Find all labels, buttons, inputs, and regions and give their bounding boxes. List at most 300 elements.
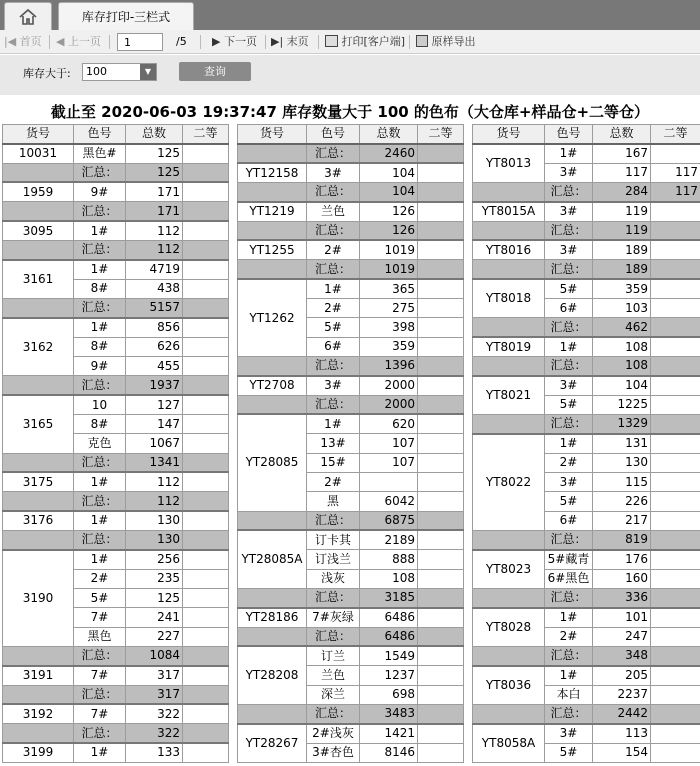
total-qty: 127 <box>126 395 183 414</box>
total-qty: 1237 <box>360 666 418 685</box>
total-qty: 147 <box>126 414 183 433</box>
second-grade-qty <box>418 279 464 298</box>
total-qty: 171 <box>126 182 183 201</box>
summary-second-grade <box>418 395 464 414</box>
summary-second-grade <box>183 163 229 182</box>
summary-total: 1341 <box>126 453 183 472</box>
table-row <box>473 608 700 627</box>
second-grade-qty <box>651 627 700 646</box>
second-grade-qty <box>418 318 464 337</box>
item-code: YT28186 <box>238 608 307 627</box>
color-code: 1# <box>74 221 126 240</box>
toolbar <box>0 30 700 54</box>
total-qty: 1225 <box>593 395 651 414</box>
second-grade-qty <box>183 550 229 569</box>
header-row <box>3 125 229 144</box>
total-qty <box>360 472 418 491</box>
summary-total: 317 <box>126 685 183 704</box>
item-code: YT8058A <box>473 724 545 763</box>
color-code: 8# <box>74 414 126 433</box>
total-qty: 126 <box>360 202 418 221</box>
second-grade-qty <box>418 202 464 221</box>
total-qty: 2237 <box>593 685 651 704</box>
summary-row <box>238 260 464 279</box>
total-qty: 2000 <box>360 376 418 395</box>
color-code: 6# <box>545 298 593 317</box>
color-code: 3# <box>545 472 593 491</box>
table-row <box>473 144 700 163</box>
summary-total: 1084 <box>126 646 183 665</box>
first-page-button[interactable] <box>4 34 42 50</box>
color-code: 5# <box>307 318 360 337</box>
item-code: YT2708 <box>238 376 307 395</box>
color-code: 深兰 <box>307 685 360 704</box>
total-qty: 455 <box>126 356 183 375</box>
item-code: 3176 <box>3 511 74 530</box>
total-qty: 125 <box>126 144 183 163</box>
item-code: 3175 <box>3 472 74 491</box>
summary-label: 汇总： <box>307 395 360 414</box>
item-code: 3192 <box>3 704 74 723</box>
summary-label: 汇总： <box>545 182 593 201</box>
header-row <box>238 125 464 144</box>
summary-second-grade <box>183 453 229 472</box>
total-qty: 247 <box>593 627 651 646</box>
summary-row <box>238 511 464 530</box>
total-qty: 1549 <box>360 646 418 665</box>
summary-row <box>238 356 464 375</box>
color-code: 5# <box>545 279 593 298</box>
summary-total: 3483 <box>360 704 418 723</box>
print-icon <box>325 35 338 47</box>
summary-second-grade <box>651 588 700 607</box>
color-code: 6#黑色 <box>545 569 593 588</box>
total-qty: 226 <box>593 492 651 511</box>
divider <box>318 35 319 49</box>
second-grade-qty <box>651 376 700 395</box>
second-grade-qty <box>183 356 229 375</box>
summary-row <box>238 395 464 414</box>
summary-total: 108 <box>593 356 651 375</box>
report-title: 截止至 2020-06-03 19:37:47 库存数量大于 100 的色布（大仓库+样品仓+二等仓） <box>50 103 650 121</box>
total-qty: 119 <box>593 202 651 221</box>
table-row <box>238 646 464 665</box>
item-code: YT28267 <box>238 724 307 763</box>
total-qty: 365 <box>360 279 418 298</box>
summary-second-grade <box>651 530 700 549</box>
divider <box>409 35 410 49</box>
item-code: YT1262 <box>238 279 307 356</box>
item-code: YT8013 <box>473 144 545 183</box>
second-grade-qty <box>651 666 700 685</box>
table-row <box>238 163 464 182</box>
second-grade-qty <box>183 144 229 163</box>
second-grade-qty <box>183 472 229 491</box>
summary-spacer <box>3 530 74 549</box>
total-qty: 108 <box>360 569 418 588</box>
item-code: 3162 <box>3 318 74 376</box>
total-qty: 275 <box>360 298 418 317</box>
prev-page-icon: ◀ <box>56 35 65 48</box>
item-code: YT8022 <box>473 434 545 531</box>
color-code: 7# <box>74 666 126 685</box>
first-page-label: 首页 <box>19 35 42 48</box>
item-code: 3191 <box>3 666 74 685</box>
second-grade-qty <box>183 627 229 646</box>
print-button[interactable] <box>325 34 405 50</box>
total-qty: 626 <box>126 337 183 356</box>
summary-row <box>3 724 229 743</box>
color-code: 8# <box>74 337 126 356</box>
stock-threshold-label: 库存大于: <box>23 67 71 80</box>
total-qty: 130 <box>593 453 651 472</box>
page-number-input[interactable] <box>117 33 163 51</box>
item-code: YT8018 <box>473 279 545 318</box>
item-code: 10031 <box>3 144 74 163</box>
summary-label: 汇总： <box>74 163 126 182</box>
color-code: 1# <box>545 608 593 627</box>
total-qty: 398 <box>360 318 418 337</box>
second-grade-qty <box>418 414 464 433</box>
second-grade-qty <box>183 569 229 588</box>
summary-label: 汇总： <box>307 627 360 646</box>
summary-second-grade <box>651 356 700 375</box>
color-code: 兰色 <box>307 202 360 221</box>
total-qty: 107 <box>360 453 418 472</box>
summary-spacer <box>3 453 74 472</box>
color-code: 3# <box>545 724 593 743</box>
second-grade-qty <box>418 530 464 549</box>
prev-page-label: 上一页 <box>67 35 101 48</box>
second-grade-qty <box>183 414 229 433</box>
summary-row <box>238 182 464 201</box>
color-code: 1# <box>545 144 593 163</box>
second-grade-qty <box>418 569 464 588</box>
total-qty: 1019 <box>360 240 418 259</box>
export-button[interactable] <box>416 34 476 50</box>
total-qty: 189 <box>593 240 651 259</box>
second-grade-qty <box>418 685 464 704</box>
summary-label: 汇总： <box>74 530 126 549</box>
second-grade-qty <box>418 492 464 511</box>
summary-spacer <box>3 202 74 221</box>
second-grade-qty <box>183 318 229 337</box>
color-code: 1# <box>545 337 593 356</box>
summary-spacer <box>473 704 545 723</box>
total-qty: 112 <box>126 472 183 491</box>
summary-second-grade <box>651 704 700 723</box>
summary-spacer <box>3 724 74 743</box>
column-header: 总数 <box>593 125 651 144</box>
summary-row <box>3 376 229 395</box>
second-grade-qty <box>183 666 229 685</box>
summary-spacer <box>238 395 307 414</box>
total-qty: 1067 <box>126 434 183 453</box>
summary-row <box>238 588 464 607</box>
summary-second-grade <box>418 356 464 375</box>
summary-row <box>473 260 700 279</box>
color-code: 3# <box>545 240 593 259</box>
summary-total: 819 <box>593 530 651 549</box>
summary-row <box>3 202 229 221</box>
color-code: 浅灰 <box>307 569 360 588</box>
color-code: 5# <box>74 588 126 607</box>
table-row <box>3 511 229 530</box>
second-grade-qty <box>651 298 700 317</box>
second-grade-qty <box>651 202 700 221</box>
summary-spacer <box>473 356 545 375</box>
summary-label: 汇总： <box>307 182 360 201</box>
second-grade-qty <box>651 395 700 414</box>
summary-spacer <box>3 240 74 259</box>
total-qty: 235 <box>126 569 183 588</box>
total-qty: 256 <box>126 550 183 569</box>
summary-second-grade <box>418 704 464 723</box>
summary-total: 6486 <box>360 627 418 646</box>
summary-total: 3185 <box>360 588 418 607</box>
column-header: 二等 <box>418 125 464 144</box>
table-row <box>238 376 464 395</box>
table-row <box>3 260 229 279</box>
color-code: 13# <box>307 434 360 453</box>
total-qty: 217 <box>593 511 651 530</box>
summary-total: 348 <box>593 646 651 665</box>
summary-total: 336 <box>593 588 651 607</box>
total-qty: 1421 <box>360 724 418 743</box>
total-qty: 130 <box>126 511 183 530</box>
summary-label: 汇总： <box>307 221 360 240</box>
color-code: 黑色# <box>74 144 126 163</box>
color-code: 1# <box>74 318 126 337</box>
total-qty: 133 <box>126 743 183 762</box>
total-qty: 167 <box>593 144 651 163</box>
second-grade-qty <box>418 724 464 743</box>
color-code: 3# <box>307 376 360 395</box>
color-code: 黑色 <box>74 627 126 646</box>
total-qty: 4719 <box>126 260 183 279</box>
column-header: 总数 <box>126 125 183 144</box>
export-label: 原样导出 <box>431 35 476 48</box>
second-grade-qty <box>418 646 464 665</box>
second-grade-qty <box>651 685 700 704</box>
column-header: 货号 <box>473 125 545 144</box>
color-code: 8# <box>74 279 126 298</box>
color-code: 1# <box>307 414 360 433</box>
summary-label: 汇总： <box>74 240 126 259</box>
total-qty: 115 <box>593 472 651 491</box>
divider <box>265 35 266 49</box>
summary-second-grade <box>418 182 464 201</box>
second-grade-qty <box>651 240 700 259</box>
summary-spacer <box>473 260 545 279</box>
second-grade-qty <box>183 395 229 414</box>
summary-second-grade <box>418 144 464 163</box>
item-code: YT8028 <box>473 608 545 647</box>
table-row <box>3 395 229 414</box>
summary-spacer <box>473 221 545 240</box>
query-button[interactable]: 查询 <box>179 62 251 81</box>
table-row <box>238 202 464 221</box>
second-grade-qty <box>418 472 464 491</box>
table-row <box>3 472 229 491</box>
summary-second-grade <box>183 298 229 317</box>
second-grade-qty <box>651 337 700 356</box>
total-qty: 154 <box>593 743 651 762</box>
summary-total: 104 <box>360 182 418 201</box>
summary-label: 汇总： <box>74 492 126 511</box>
summary-total: 2460 <box>360 144 418 163</box>
summary-second-grade <box>183 724 229 743</box>
summary-total: 119 <box>593 221 651 240</box>
summary-second-grade: 117 <box>651 182 700 201</box>
total-qty: 6486 <box>360 608 418 627</box>
color-code: 1# <box>74 260 126 279</box>
summary-row <box>3 240 229 259</box>
last-page-button[interactable] <box>271 34 309 50</box>
summary-label: 汇总： <box>307 704 360 723</box>
second-grade-qty <box>651 608 700 627</box>
summary-spacer <box>238 144 307 163</box>
divider <box>49 35 50 49</box>
summary-spacer <box>238 260 307 279</box>
summary-spacer <box>473 318 545 337</box>
summary-row <box>473 530 700 549</box>
summary-second-grade <box>183 646 229 665</box>
color-code: 克色 <box>74 434 126 453</box>
color-code: 3# <box>545 202 593 221</box>
column-header: 总数 <box>360 125 418 144</box>
total-qty: 104 <box>593 376 651 395</box>
summary-label: 汇总： <box>74 298 126 317</box>
summary-second-grade <box>418 511 464 530</box>
second-grade-qty <box>183 704 229 723</box>
color-code: 1# <box>545 434 593 453</box>
total-qty: 227 <box>126 627 183 646</box>
summary-spacer <box>3 376 74 395</box>
summary-row <box>473 588 700 607</box>
item-code: YT8015A <box>473 202 545 221</box>
color-code: 2# <box>545 453 593 472</box>
table-row <box>473 376 700 395</box>
summary-total: 284 <box>593 182 651 201</box>
chevron-down-icon: ▼ <box>140 64 156 80</box>
color-code: 3# <box>545 163 593 182</box>
second-grade-qty <box>418 550 464 569</box>
page-total: /5 <box>176 35 187 48</box>
second-grade-qty <box>183 337 229 356</box>
summary-total: 126 <box>360 221 418 240</box>
table-row <box>238 530 464 549</box>
summary-total: 2000 <box>360 395 418 414</box>
table-row <box>3 182 229 201</box>
summary-label: 汇总： <box>545 704 593 723</box>
summary-total: 1937 <box>126 376 183 395</box>
table-row <box>473 337 700 356</box>
summary-label: 汇总： <box>545 414 593 433</box>
total-qty: 104 <box>360 163 418 182</box>
second-grade-qty <box>418 434 464 453</box>
summary-label: 汇总： <box>545 221 593 240</box>
prev-page-button[interactable] <box>56 34 101 50</box>
second-grade-qty <box>418 298 464 317</box>
summary-row <box>238 704 464 723</box>
export-icon <box>416 35 428 47</box>
total-qty: 888 <box>360 550 418 569</box>
summary-label: 汇总： <box>545 318 593 337</box>
total-qty: 205 <box>593 666 651 685</box>
color-code: 5# <box>545 395 593 414</box>
item-code: YT8019 <box>473 337 545 356</box>
second-grade-qty <box>651 453 700 472</box>
table-row <box>3 221 229 240</box>
color-code: 1# <box>307 279 360 298</box>
summary-spacer <box>238 704 307 723</box>
summary-second-grade <box>183 685 229 704</box>
second-grade-qty <box>651 724 700 743</box>
home-tab[interactable] <box>4 2 52 30</box>
summary-label: 汇总： <box>545 356 593 375</box>
total-qty: 101 <box>593 608 651 627</box>
item-code: YT1219 <box>238 202 307 221</box>
summary-row <box>238 221 464 240</box>
item-code: YT8036 <box>473 666 545 705</box>
color-code: 2# <box>307 472 360 491</box>
total-qty: 620 <box>360 414 418 433</box>
summary-row <box>3 685 229 704</box>
item-code: 3165 <box>3 395 74 453</box>
column-header: 色号 <box>307 125 360 144</box>
divider <box>109 35 110 49</box>
summary-total: 1329 <box>593 414 651 433</box>
color-code: 订浅兰 <box>307 550 360 569</box>
stock-threshold-select[interactable] <box>82 63 157 81</box>
report-column-1 <box>2 124 229 763</box>
total-qty: 117 <box>593 163 651 182</box>
column-header: 色号 <box>545 125 593 144</box>
summary-second-grade <box>418 627 464 646</box>
color-code: 7#灰绿 <box>307 608 360 627</box>
summary-row <box>238 627 464 646</box>
tab-inventory-print[interactable]: 库存打印-三栏式 <box>58 2 194 30</box>
total-qty: 131 <box>593 434 651 453</box>
next-page-button[interactable] <box>212 34 257 50</box>
second-grade-qty <box>651 279 700 298</box>
summary-spacer <box>3 685 74 704</box>
report-column-3 <box>472 124 700 763</box>
color-code: 黑 <box>307 492 360 511</box>
summary-second-grade <box>418 221 464 240</box>
summary-spacer <box>473 646 545 665</box>
second-grade-qty <box>183 279 229 298</box>
second-grade-qty: 117 <box>651 163 700 182</box>
summary-label: 汇总： <box>307 511 360 530</box>
color-code: 15# <box>307 453 360 472</box>
column-header: 色号 <box>74 125 126 144</box>
second-grade-qty <box>183 588 229 607</box>
second-grade-qty <box>418 666 464 685</box>
summary-row <box>473 414 700 433</box>
summary-second-grade <box>183 376 229 395</box>
item-code: YT8021 <box>473 376 545 415</box>
summary-total: 2442 <box>593 704 651 723</box>
summary-label: 汇总： <box>307 356 360 375</box>
header-row <box>473 125 700 144</box>
summary-label: 汇总： <box>307 260 360 279</box>
color-code: 1# <box>74 743 126 762</box>
table-row <box>473 724 700 743</box>
last-page-label: 末页 <box>286 35 309 48</box>
total-qty: 317 <box>126 666 183 685</box>
